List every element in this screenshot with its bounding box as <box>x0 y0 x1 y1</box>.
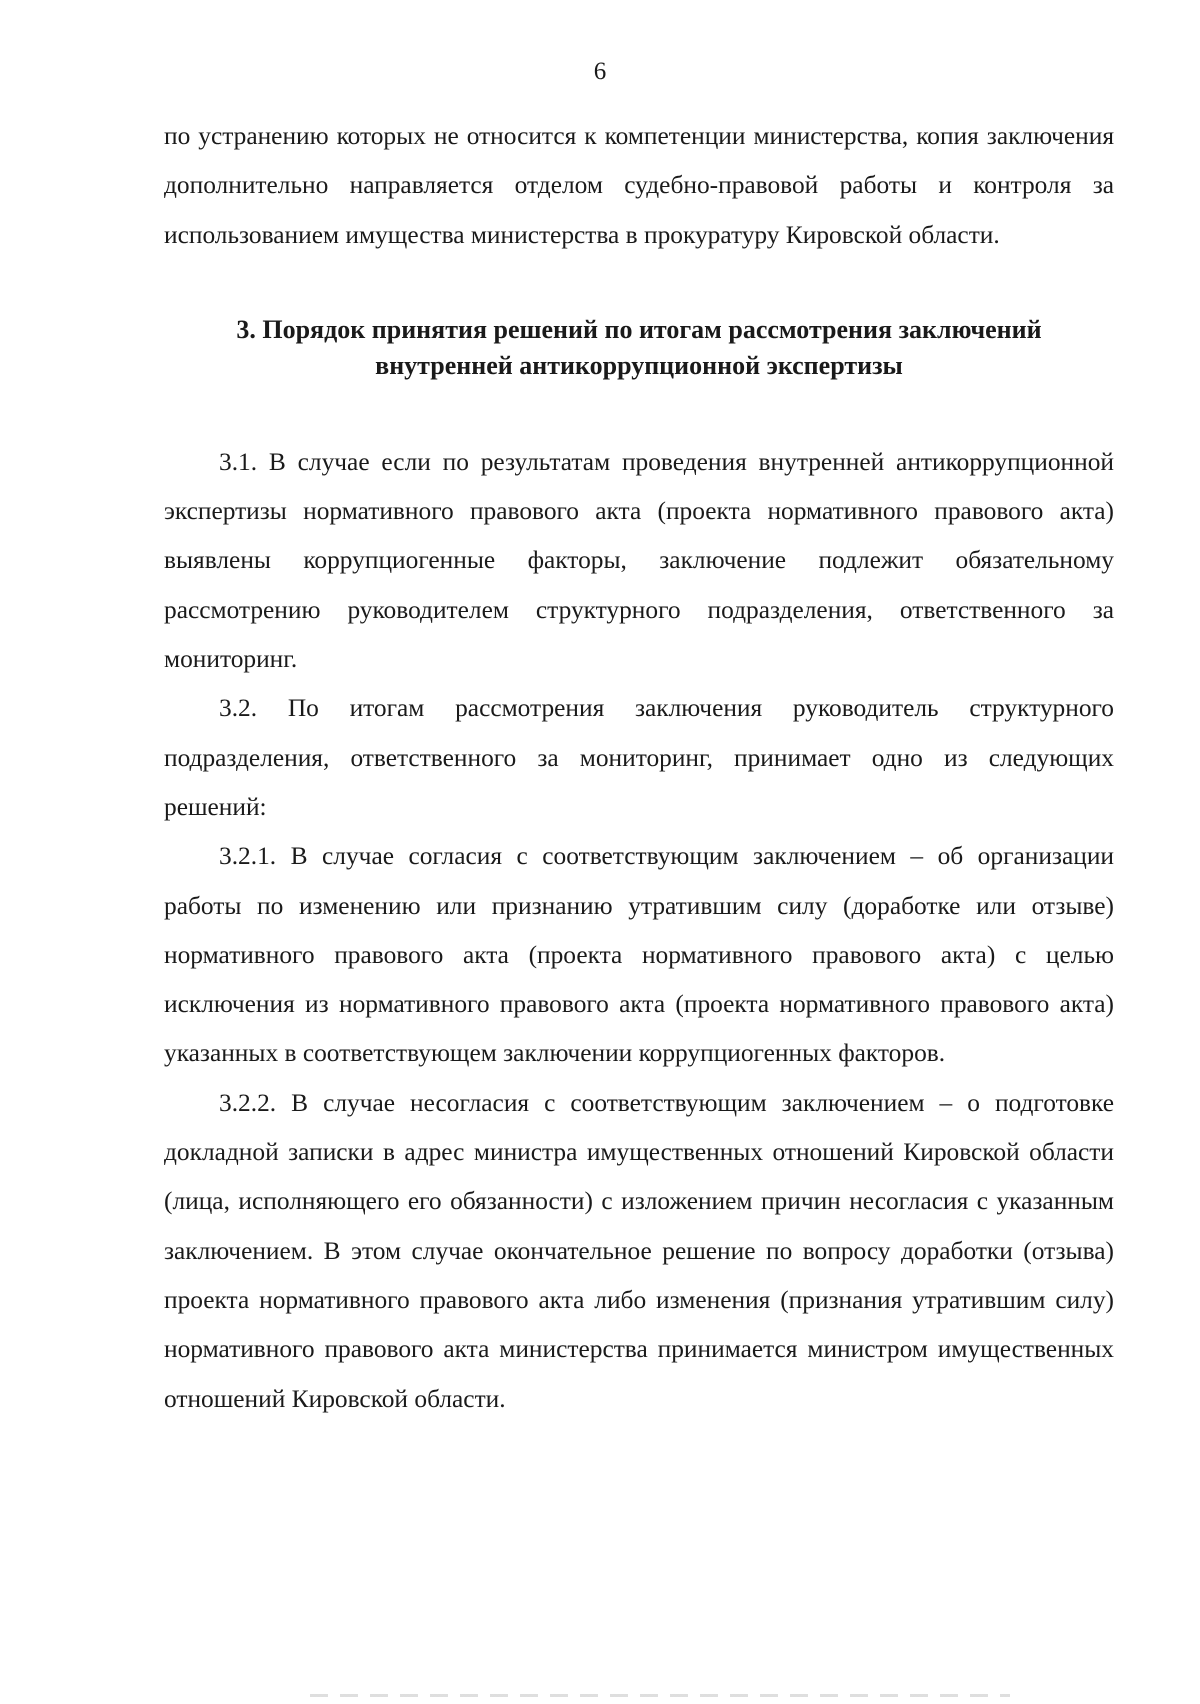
paragraph-continuation: по устранению которых не относится к компетенции министерства, копия заключения дополнительно направляется отделом судебно-правовой работы и контроля за использованием имущества министерства в прокуратуру Кировской области. <box>164 122 1114 249</box>
section-heading <box>164 312 1114 384</box>
page-number: 6 <box>593 58 607 85</box>
document-body <box>164 112 1114 1424</box>
section-heading-line2: внутренней антикоррупционной экспертизы <box>375 350 903 380</box>
paragraph-3-2: 3.2. По итогам рассмотрения заключения руководитель структурного подразделения, ответственного за мониторинг, принимает одно из следующих решений: <box>164 694 1114 821</box>
paragraph-3-2-2: 3.2.2. В случае несогласия с соответствующим заключением – о подготовке докладной записки в адрес министра имущественных отношений Кировской области (лица, исполняющего его обязанности) с изложением причин несогласия с указанным заключением. В этом случае окончательное решение по вопросу доработки (отзыва) проекта нормативного правового акта либо изменения (признания утратившим силу) нормативного правового акта министерства принимается министром имущественных отношений Кировской области. <box>164 1088 1114 1413</box>
paragraph-3-1: 3.1. В случае если по результатам проведения внутренней антикоррупционной экспертизы нормативного правового акта (проекта нормативного правового акта) выявлены коррупциогенные факторы, заключение подлежит обязательному рассмотрению руководителем структурного подразделения, ответственного за мониторинг. <box>164 447 1114 674</box>
section-heading-line1: 3. Порядок принятия решений по итогам рассмотрения заключений <box>236 314 1042 344</box>
paragraph-3-2-1: 3.2.1. В случае согласия с соответствующим заключением – об организации работы по изменению или признанию утратившим силу (доработке или отзыве) нормативного правового акта (проекта нормативного правового акта) с целью исключения из нормативного правового акта (проекта нормативного правового акта) указанных в соответствующем заключении коррупциогенных факторов. <box>164 842 1114 1068</box>
spacer <box>164 384 1114 438</box>
scan-edge-artifact <box>310 1694 1010 1697</box>
spacer <box>164 260 1114 312</box>
